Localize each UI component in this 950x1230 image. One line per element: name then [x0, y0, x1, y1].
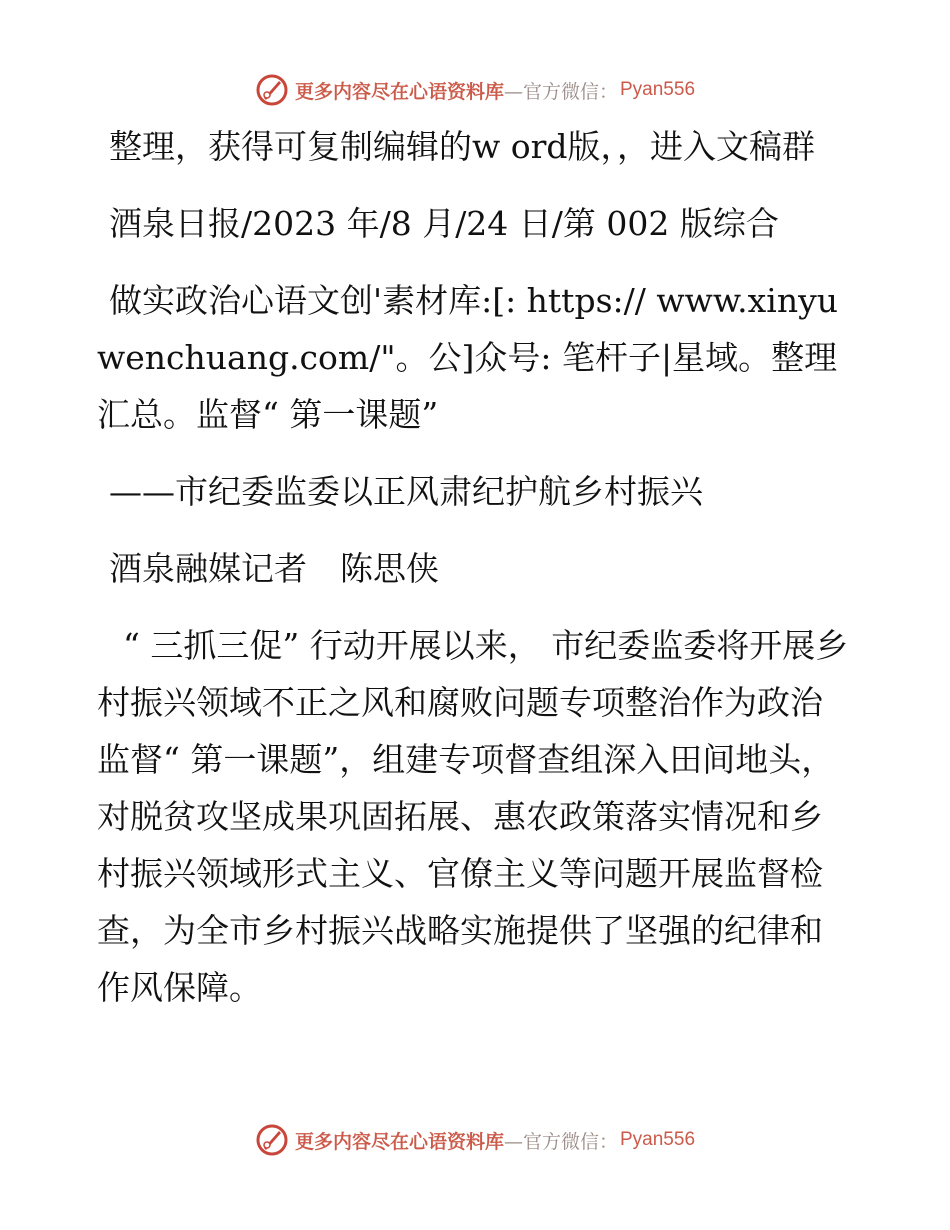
banner-text: 更多内容尽在心语资料库 [294, 1130, 504, 1153]
article-subtitle: ——市纪委监委以正风肃纪护航乡村振兴 [109, 472, 703, 511]
header-banner [0, 70, 950, 110]
intro-paragraph: 整理，获得可复制编辑的w ord版，，进入文稿群 [109, 127, 816, 166]
byline: 酒泉融媒记者 陈思侠 [109, 549, 439, 588]
article-title: 做实政治心语文创'素材库:[: https:// www.xinyuwenchuang.com/"。公]众号: 笔杆子|星域。整理汇总。监督“ 第一课题” [97, 281, 838, 434]
banner-wechat-id: Pyan556 [620, 1129, 696, 1150]
document-body [97, 118, 849, 1016]
quill-logo-icon [255, 73, 289, 107]
banner-text: 更多内容尽在心语资料库 [294, 80, 504, 103]
body-paragraph: “ 三抓三促” 行动开展以来， 市纪委监委将开展乡村振兴领域不正之风和腐败问题专项整治作为政治监督“ 第一课题”，组建专项督查组深入田间地头，对脱贫攻坚成果巩固拓展、惠农政策落实情况和乡村振兴领域形式主义、官僚主义等问题开展监督检查，为全市乡村振兴战略实施提供了坚强的纪律和作风保障。 [97, 626, 849, 1007]
quill-logo-icon [255, 1123, 289, 1157]
banner-wechat-id: Pyan556 [620, 79, 696, 100]
banner-wechat-label: —官方微信： [503, 80, 618, 103]
banner-wechat-label: —官方微信： [503, 1130, 618, 1153]
footer-banner [0, 1120, 950, 1160]
source-line: 酒泉日报/2023 年/8 月/24 日/第 002 版综合 [109, 204, 779, 243]
